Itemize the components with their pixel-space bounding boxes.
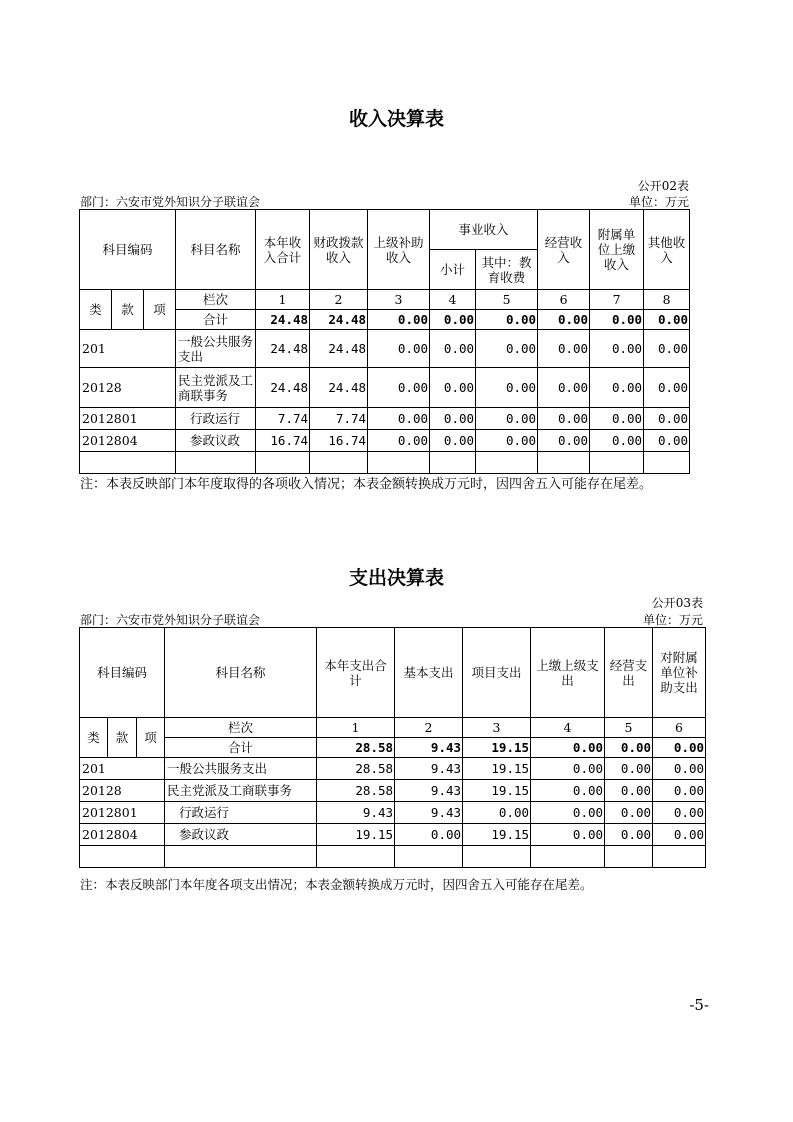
expense-form-code: 公开03表 — [651, 596, 703, 610]
expense-cell: 19.15 — [463, 824, 531, 846]
income-col-num: 3 — [368, 290, 430, 310]
income-cell: 0.00 — [476, 368, 538, 408]
expense-cell: 28.58 — [317, 780, 395, 802]
expense-cell: 0.00 — [463, 802, 531, 824]
page-number: -5- — [689, 996, 709, 1014]
expense-total-value: 0.00 — [653, 738, 706, 758]
expense-col-num: 2 — [395, 718, 463, 738]
expense-cell: 0.00 — [653, 758, 706, 780]
expense-header-remit: 上缴上级支出 — [531, 628, 605, 718]
expense-lanci-label: 栏次 — [165, 718, 317, 738]
income-table — [79, 209, 690, 474]
expense-cell: 9.43 — [395, 758, 463, 780]
income-cell: 7.74 — [310, 408, 368, 430]
table-row — [80, 758, 706, 780]
expense-total-value: 28.58 — [317, 738, 395, 758]
table-row-empty — [80, 846, 706, 868]
income-header-business-subtotal: 小计 — [430, 250, 476, 290]
income-cell: 0.00 — [430, 408, 476, 430]
expense-cell: 9.43 — [395, 802, 463, 824]
income-header-kuan: 款 — [112, 290, 144, 330]
expense-col-num: 3 — [463, 718, 531, 738]
table-row — [80, 330, 690, 368]
income-cell: 0.00 — [590, 408, 644, 430]
income-total-value: 0.00 — [644, 310, 690, 330]
expense-header-project: 项目支出 — [463, 628, 531, 718]
income-cell: 0.00 — [644, 408, 690, 430]
expense-row-name: 参政议政 — [165, 824, 317, 846]
expense-table — [79, 627, 706, 868]
expense-cell: 0.00 — [531, 780, 605, 802]
income-cell: 0.00 — [368, 368, 430, 408]
expense-cell: 0.00 — [395, 824, 463, 846]
expense-total-value: 19.15 — [463, 738, 531, 758]
income-cell: 24.48 — [256, 330, 310, 368]
expense-header-basic: 基本支出 — [395, 628, 463, 718]
income-cell: 0.00 — [590, 430, 644, 452]
income-cell: 0.00 — [476, 330, 538, 368]
expense-cell: 0.00 — [605, 802, 653, 824]
expense-row-name: 一般公共服务支出 — [165, 758, 317, 780]
income-cell: 0.00 — [430, 330, 476, 368]
expense-row-code: 2012804 — [80, 824, 165, 846]
expense-total-value: 0.00 — [605, 738, 653, 758]
expense-row-code: 20128 — [80, 780, 165, 802]
expense-cell: 0.00 — [605, 758, 653, 780]
income-row-code: 2012804 — [80, 430, 176, 452]
income-cell: 0.00 — [430, 368, 476, 408]
expense-col-num: 6 — [653, 718, 706, 738]
income-total-value: 24.48 — [256, 310, 310, 330]
income-cell: 0.00 — [538, 408, 590, 430]
table-row — [80, 408, 690, 430]
table-row-empty — [80, 452, 690, 474]
expense-header-xiang: 项 — [137, 718, 165, 758]
income-header-total: 本年收入合计 — [256, 210, 310, 290]
expense-cell: 19.15 — [463, 758, 531, 780]
income-title: 收入决算表 — [348, 108, 444, 130]
income-cell: 24.48 — [310, 330, 368, 368]
income-total-value: 0.00 — [368, 310, 430, 330]
income-header-fiscal: 财政拨款收入 — [310, 210, 368, 290]
income-cell: 0.00 — [590, 330, 644, 368]
income-row-name: 民主党派及工商联事务 — [176, 368, 256, 408]
expense-header-affiliate: 对附属单位补助支出 — [653, 628, 706, 718]
income-header-code: 科目编码 — [80, 210, 176, 290]
income-cell: 16.74 — [310, 430, 368, 452]
expense-cell: 0.00 — [531, 758, 605, 780]
expense-header-total: 本年支出合计 — [317, 628, 395, 718]
expense-note: 注：本表反映部门本年度各项支出情况；本表金额转换成万元时，因四舍五入可能存在尾差。 — [80, 877, 593, 892]
income-cell: 0.00 — [644, 368, 690, 408]
income-note: 注：本表反映部门本年度取得的各项收入情况；本表金额转换成万元时，因四舍五入可能存在尾差。 — [80, 477, 653, 492]
income-cell: 0.00 — [644, 430, 690, 452]
income-total-value: 0.00 — [430, 310, 476, 330]
expense-cell: 9.43 — [317, 802, 395, 824]
expense-cell: 19.15 — [317, 824, 395, 846]
expense-cell: 9.43 — [395, 780, 463, 802]
expense-cell: 0.00 — [531, 824, 605, 846]
expense-col-num: 1 — [317, 718, 395, 738]
income-cell: 0.00 — [538, 430, 590, 452]
expense-header-name: 科目名称 — [165, 628, 317, 718]
expense-cell: 0.00 — [605, 780, 653, 802]
income-cell: 0.00 — [476, 408, 538, 430]
income-cell: 0.00 — [538, 368, 590, 408]
income-row-name: 一般公共服务支出 — [176, 330, 256, 368]
income-total-value: 24.48 — [310, 310, 368, 330]
expense-header-operating: 经营支出 — [605, 628, 653, 718]
income-col-num: 4 — [430, 290, 476, 310]
expense-title: 支出决算表 — [348, 567, 444, 589]
income-header-lei: 类 — [80, 290, 112, 330]
expense-header-lei: 类 — [80, 718, 108, 758]
expense-total-value: 0.00 — [531, 738, 605, 758]
income-unit: 单位：万元 — [628, 195, 689, 209]
income-header-operating: 经营收入 — [538, 210, 590, 290]
expense-cell: 19.15 — [463, 780, 531, 802]
expense-department: 部门：六安市党外知识分子联谊会 — [80, 613, 261, 627]
income-header-xiang: 项 — [144, 290, 176, 330]
income-cell: 16.74 — [256, 430, 310, 452]
income-cell: 0.00 — [476, 430, 538, 452]
expense-row-name: 民主党派及工商联事务 — [165, 780, 317, 802]
income-header-name: 科目名称 — [176, 210, 256, 290]
income-row-code: 201 — [80, 330, 176, 368]
income-row-name: 行政运行 — [176, 408, 256, 430]
income-cell: 0.00 — [538, 330, 590, 368]
expense-row-code: 2012801 — [80, 802, 165, 824]
income-header-affiliate: 附属单位上缴收入 — [590, 210, 644, 290]
income-cell: 7.74 — [256, 408, 310, 430]
expense-cell: 0.00 — [605, 824, 653, 846]
expense-row-code: 201 — [80, 758, 165, 780]
expense-row-name: 行政运行 — [165, 802, 317, 824]
income-total-value: 0.00 — [476, 310, 538, 330]
expense-total-label: 合计 — [165, 738, 317, 758]
table-row — [80, 430, 690, 452]
income-total-value: 0.00 — [590, 310, 644, 330]
expense-col-num: 5 — [605, 718, 653, 738]
income-col-num: 6 — [538, 290, 590, 310]
expense-col-num: 4 — [531, 718, 605, 738]
income-header-superior: 上级补助收入 — [368, 210, 430, 290]
income-cell: 24.48 — [256, 368, 310, 408]
income-row-code: 2012801 — [80, 408, 176, 430]
expense-cell: 0.00 — [653, 824, 706, 846]
income-cell: 0.00 — [590, 368, 644, 408]
income-header-business-group: 事业收入 — [430, 210, 538, 250]
table-row — [80, 824, 706, 846]
income-department: 部门：六安市党外知识分子联谊会 — [80, 195, 261, 209]
expense-header-code: 科目编码 — [80, 628, 165, 718]
income-col-num: 2 — [310, 290, 368, 310]
income-lanci-label: 栏次 — [176, 290, 256, 310]
table-row — [80, 802, 706, 824]
income-col-num: 8 — [644, 290, 690, 310]
expense-unit: 单位：万元 — [642, 613, 703, 627]
expense-cell: 0.00 — [653, 780, 706, 802]
income-header-education-fee: 其中：教育收费 — [476, 250, 538, 290]
income-col-num: 7 — [590, 290, 644, 310]
income-cell: 0.00 — [430, 430, 476, 452]
income-cell: 0.00 — [368, 408, 430, 430]
income-row-code: 20128 — [80, 368, 176, 408]
expense-header-kuan: 款 — [108, 718, 137, 758]
table-row — [80, 368, 690, 408]
income-cell: 0.00 — [644, 330, 690, 368]
income-cell: 24.48 — [310, 368, 368, 408]
income-cell: 0.00 — [368, 430, 430, 452]
expense-cell: 0.00 — [653, 802, 706, 824]
income-cell: 0.00 — [368, 330, 430, 368]
income-total-value: 0.00 — [538, 310, 590, 330]
table-row — [80, 780, 706, 802]
income-col-num: 1 — [256, 290, 310, 310]
income-form-code: 公开02表 — [637, 179, 689, 193]
income-row-name: 参政议政 — [176, 430, 256, 452]
expense-cell: 0.00 — [531, 802, 605, 824]
expense-cell: 28.58 — [317, 758, 395, 780]
income-header-other: 其他收入 — [644, 210, 690, 290]
expense-total-value: 9.43 — [395, 738, 463, 758]
income-col-num: 5 — [476, 290, 538, 310]
income-total-label: 合计 — [176, 310, 256, 330]
